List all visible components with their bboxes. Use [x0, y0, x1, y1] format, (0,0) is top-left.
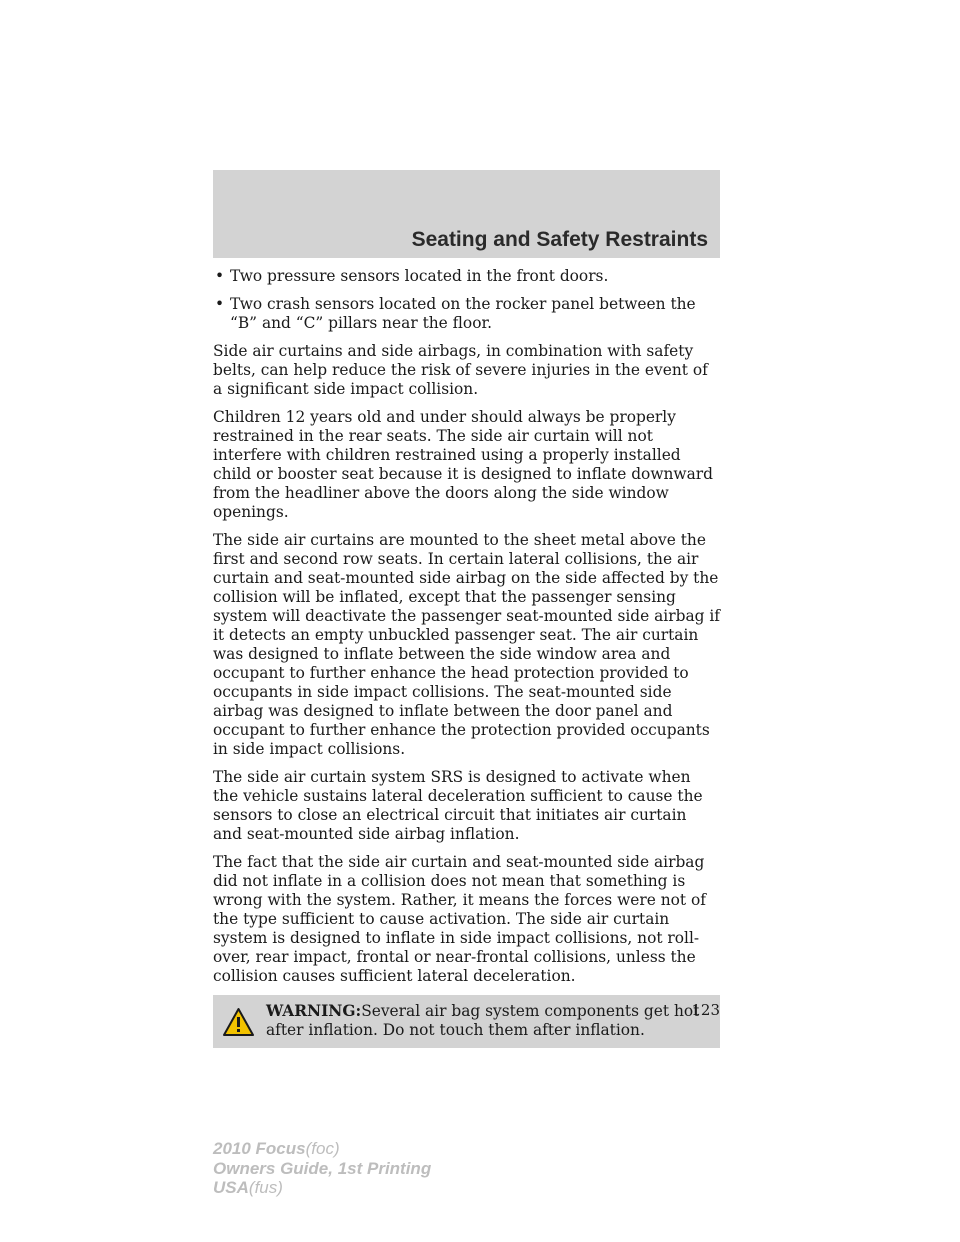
footer [213, 1139, 431, 1198]
page-content [213, 267, 720, 1048]
section-header [213, 170, 720, 258]
footer-region-code: (fus) [248, 1178, 283, 1197]
bullet-item [213, 267, 720, 286]
bullet-text: Two crash sensors located on the rocker panel between the “B” and “C” pillars near the floor. [230, 295, 696, 332]
bullet-text: Two pressure sensors located in the front doors. [230, 267, 609, 285]
warning-label: WARNING: [266, 1002, 362, 1020]
page-number: 123 [691, 1001, 720, 1019]
section-title: Seating and Safety Restraints [411, 228, 708, 251]
footer-model: 2010 Focus [213, 1139, 306, 1158]
footer-model-code: (foc) [305, 1139, 340, 1158]
paragraph: The side air curtain system SRS is designed to activate when the vehicle sustains lateral deceleration sufficient to cause the sensors to close an electrical circuit that initiates air curtain and seat-mounted side airbag inflation. [213, 768, 703, 843]
bullet-item [213, 295, 720, 333]
paragraph: The fact that the side air curtain and seat-mounted side airbag did not inflate in a collision does not mean that something is wrong with the system. Rather, it means the forces were not of the type sufficient to cause activation. The side air curtain system is designed to inflate in side impact collisions, not roll-over, rear impact, frontal or near-frontal collisions, unless the collision causes sufficient lateral deceleration. [213, 853, 706, 985]
footer-printing: Owners Guide, 1st Printing [213, 1158, 432, 1178]
bullet-dot: • [215, 295, 225, 313]
paragraph: Children 12 years old and under should always be properly restrained in the rear seats. The side air curtain will not interfere with children restrained using a properly installed child or booster seat because it is designed to inflate downward from the headliner above the doors along the side window openings. [213, 408, 713, 521]
paragraph: Side air curtains and side airbags, in combination with safety belts, can help reduce the risk of severe injuries in the event of a significant side impact collision. [213, 342, 708, 398]
footer-region: USA [213, 1178, 249, 1197]
bullet-dot: • [215, 267, 225, 285]
warning-box [213, 995, 720, 1048]
paragraph: The side air curtains are mounted to the sheet metal above the first and second row seats. In certain lateral collisions, the air curtain and seat-mounted side airbag on the side affected by the collision will be inflated, except that the passenger sensing system will deactivate the passenger seat-mounted side airbag if it detects an empty unbuckled passenger seat. The air curtain was designed to inflate between the side window area and occupant to further enhance the head protection provided to occupants in side impact collisions. The seat-mounted side airbag was designed to inflate between the door panel and occupant to further enhance the protection provided occupants in side impact collisions. [213, 531, 720, 758]
warning-text: Several air bag system components get hot after inflation. Do not touch them after inflation. [266, 1002, 700, 1039]
warning-triangle-icon [222, 1007, 255, 1037]
